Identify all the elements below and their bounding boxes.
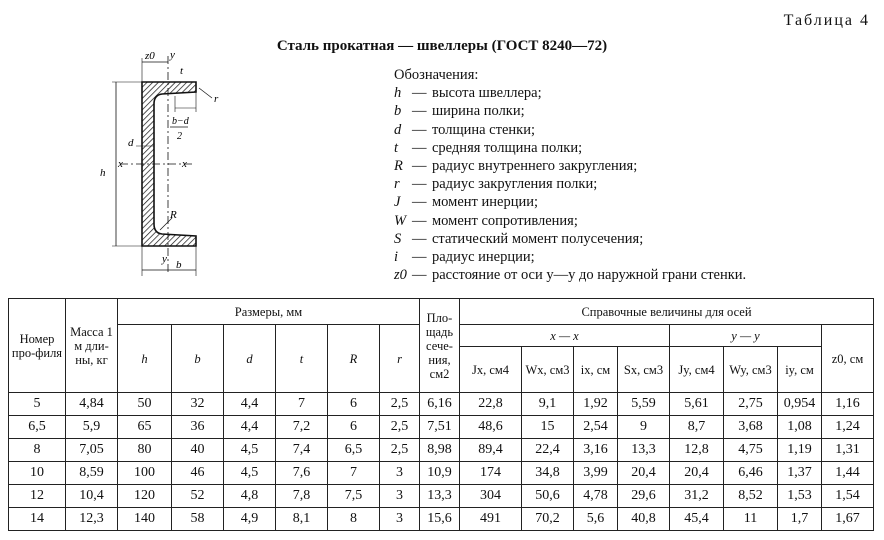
header-Sx: Sx, см3 [618,347,670,393]
table-row [9,439,874,462]
table-cell: 1,08 [778,416,822,439]
table-cell: 5,61 [670,393,724,416]
header-R: R [328,325,380,393]
table-cell: 4,5 [224,462,276,485]
table-cell: 1,31 [822,439,874,462]
legend-text: средняя толщина полки; [432,139,583,156]
table-cell: 7,2 [276,416,328,439]
channel-section-diagram [96,48,296,284]
table-cell: 29,6 [618,485,670,508]
header-Wx: Wx, см3 [522,347,574,393]
table-cell: 12,3 [66,508,118,531]
header-axis-yy: y — y [670,325,822,347]
table-cell: 15 [522,416,574,439]
legend-symbol: R [394,158,403,175]
legend-item: W — момент сопротивления; [394,212,578,229]
table-cell: 1,54 [822,485,874,508]
legend-item: d — толщина стенки; [394,121,535,138]
table-cell: 7,4 [276,439,328,462]
table-cell: 8 [328,508,380,531]
legend-item: J — момент инерции; [394,194,538,211]
table-cell: 20,4 [618,462,670,485]
table-cell: 3,68 [724,416,778,439]
header-t: t [276,325,328,393]
table-cell: 12 [9,485,66,508]
label-b: b [176,259,182,271]
table-cell: 8,52 [724,485,778,508]
header-Jy: Jy, см4 [670,347,724,393]
table-cell: 13,3 [618,439,670,462]
legend-symbol: J [394,194,401,211]
table-cell: 7 [328,462,380,485]
table-cell: 40 [172,439,224,462]
table-cell: 2,5 [380,439,420,462]
legend-item: z0 — расстояние от оси y—y до наружной грани стенки. [394,267,747,284]
table-cell: 46 [172,462,224,485]
table-cell: 1,24 [822,416,874,439]
table-cell: 7,5 [328,485,380,508]
table-cell: 3 [380,508,420,531]
label-y-top: y [170,49,175,61]
label-h: h [100,167,106,179]
table-row [9,462,874,485]
header-mass: Масса 1 м дли-ны, кг [66,299,118,393]
table-cell: 70,2 [522,508,574,531]
table-cell: 32 [172,393,224,416]
legend-text: радиус инерции; [432,249,535,266]
table-cell: 9 [618,416,670,439]
table-cell: 7,05 [66,439,118,462]
table-cell: 50 [118,393,172,416]
header-axis-xx: x — x [460,325,670,347]
table-cell: 2,54 [574,416,618,439]
label-d: d [128,137,134,149]
table-row [9,508,874,531]
table-cell: 65 [118,416,172,439]
label-b-minus-d: b−d [172,116,189,127]
legend-item: b — ширина полки; [394,103,525,120]
legend-symbol: i [394,249,399,266]
label-z0: z0 [145,50,155,62]
legend-item: i — радиус инерции; [394,249,535,266]
table-cell: 9,1 [522,393,574,416]
table-cell: 36 [172,416,224,439]
label-y-bottom: y [162,253,167,265]
table-cell: 3,99 [574,462,618,485]
table-cell: 140 [118,508,172,531]
table-cell: 3,16 [574,439,618,462]
table-cell: 5 [9,393,66,416]
legend [394,66,746,284]
header-profile: Номер про-филя [9,299,66,393]
table-cell: 8,59 [66,462,118,485]
table-cell: 2,5 [380,416,420,439]
label-R: R [170,209,177,221]
table-cell: 14 [9,508,66,531]
table-cell: 10,9 [420,462,460,485]
table-cell: 4,4 [224,416,276,439]
table-cell: 100 [118,462,172,485]
legend-item: S — статический момент полусечения; [394,230,644,247]
table-cell: 89,4 [460,439,522,462]
table-cell: 5,9 [66,416,118,439]
table-cell: 80 [118,439,172,462]
channel-spec-table [8,298,874,531]
table-cell: 13,3 [420,485,460,508]
table-cell: 6 [328,393,380,416]
legend-symbol: h [394,85,402,102]
legend-text: толщина стенки; [432,121,535,138]
table-cell: 174 [460,462,522,485]
table-row [9,393,874,416]
table-cell: 2,5 [380,393,420,416]
table-row [9,485,874,508]
table-cell: 48,6 [460,416,522,439]
table-cell: 0,954 [778,393,822,416]
table-cell: 4,8 [224,485,276,508]
table-cell: 58 [172,508,224,531]
table-cell: 1,37 [778,462,822,485]
header-ix: ix, см [574,347,618,393]
table-cell: 7,51 [420,416,460,439]
table-cell: 8 [9,439,66,462]
table-cell: 52 [172,485,224,508]
legend-symbol: S [394,230,402,247]
header-b: b [172,325,224,393]
header-z0: z0, см [822,325,874,393]
table-cell: 11 [724,508,778,531]
table-cell: 8,98 [420,439,460,462]
table-cell: 10 [9,462,66,485]
table-number: Таблица 4 [783,12,870,29]
table-cell: 50,6 [522,485,574,508]
table-cell: 4,9 [224,508,276,531]
legend-text: момент инерции; [432,194,538,211]
label-t: t [180,65,184,77]
label-r: r [214,93,219,105]
table-cell: 1,16 [822,393,874,416]
table-cell: 31,2 [670,485,724,508]
table-cell: 4,4 [224,393,276,416]
table-cell: 5,59 [618,393,670,416]
legend-item: r — радиус закругления полки; [394,176,598,193]
legend-text: высота швеллера; [432,85,542,102]
legend-text: радиус внутреннего закругления; [432,158,638,175]
header-area: Пло-щадь сече-ния, см2 [420,299,460,393]
legend-item: t — средняя толщина полки; [394,139,583,156]
table-cell: 7,8 [276,485,328,508]
table-cell: 45,4 [670,508,724,531]
table-cell: 4,5 [224,439,276,462]
table-cell: 1,44 [822,462,874,485]
table-cell: 12,8 [670,439,724,462]
header-iy: iy, см [778,347,822,393]
label-x-left: x [118,158,123,170]
table-cell: 6 [328,416,380,439]
legend-symbol: r [394,176,400,193]
table-cell: 120 [118,485,172,508]
table-cell: 3 [380,485,420,508]
legend-text: ширина полки; [432,103,525,120]
table-cell: 1,92 [574,393,618,416]
legend-symbol: t [394,139,399,156]
table-cell: 4,75 [724,439,778,462]
table-cell: 2,75 [724,393,778,416]
table-cell: 1,7 [778,508,822,531]
page-title: Сталь прокатная — швеллеры (ГОСТ 8240—72) [276,38,608,54]
table-cell: 4,84 [66,393,118,416]
table-cell: 7,6 [276,462,328,485]
table-cell: 20,4 [670,462,724,485]
table-cell: 7 [276,393,328,416]
table-cell: 6,46 [724,462,778,485]
table-cell: 491 [460,508,522,531]
table-cell: 4,78 [574,485,618,508]
legend-symbol: d [394,121,402,138]
table-cell: 6,5 [9,416,66,439]
table-cell: 40,8 [618,508,670,531]
table-cell: 15,6 [420,508,460,531]
table-row [9,416,874,439]
header-r: r [380,325,420,393]
legend-heading: Обозначения: [394,67,479,83]
legend-text: статический момент полусечения; [432,230,644,247]
table-cell: 8,1 [276,508,328,531]
header-Wy: Wy, см3 [724,347,778,393]
table-cell: 6,16 [420,393,460,416]
header-h: h [118,325,172,393]
label-x-right: x [182,158,187,170]
table-cell: 5,6 [574,508,618,531]
header-d: d [224,325,276,393]
legend-symbol: W [394,212,407,229]
table-cell: 34,8 [522,462,574,485]
table-cell: 22,8 [460,393,522,416]
table-cell: 10,4 [66,485,118,508]
table-cell: 6,5 [328,439,380,462]
header-ref: Справочные величины для осей [460,299,874,325]
legend-item: h — высота швеллера; [394,85,542,102]
legend-symbol: z0 [394,267,407,284]
legend-item: R — радиус внутреннего закругления; [394,158,638,175]
legend-text: радиус закругления полки; [432,176,598,193]
label-two: 2 [177,131,182,142]
legend-symbol: b [394,103,402,120]
table-cell: 8,7 [670,416,724,439]
header-dims: Размеры, мм [118,299,420,325]
legend-text: расстояние от оси y—y до наружной грани стенки. [432,267,747,284]
legend-text: момент сопротивления; [432,212,578,229]
table-cell: 304 [460,485,522,508]
header-Jx: Jx, см4 [460,347,522,393]
table-cell: 1,67 [822,508,874,531]
table-cell: 3 [380,462,420,485]
table-cell: 1,19 [778,439,822,462]
table-cell: 22,4 [522,439,574,462]
table-cell: 1,53 [778,485,822,508]
